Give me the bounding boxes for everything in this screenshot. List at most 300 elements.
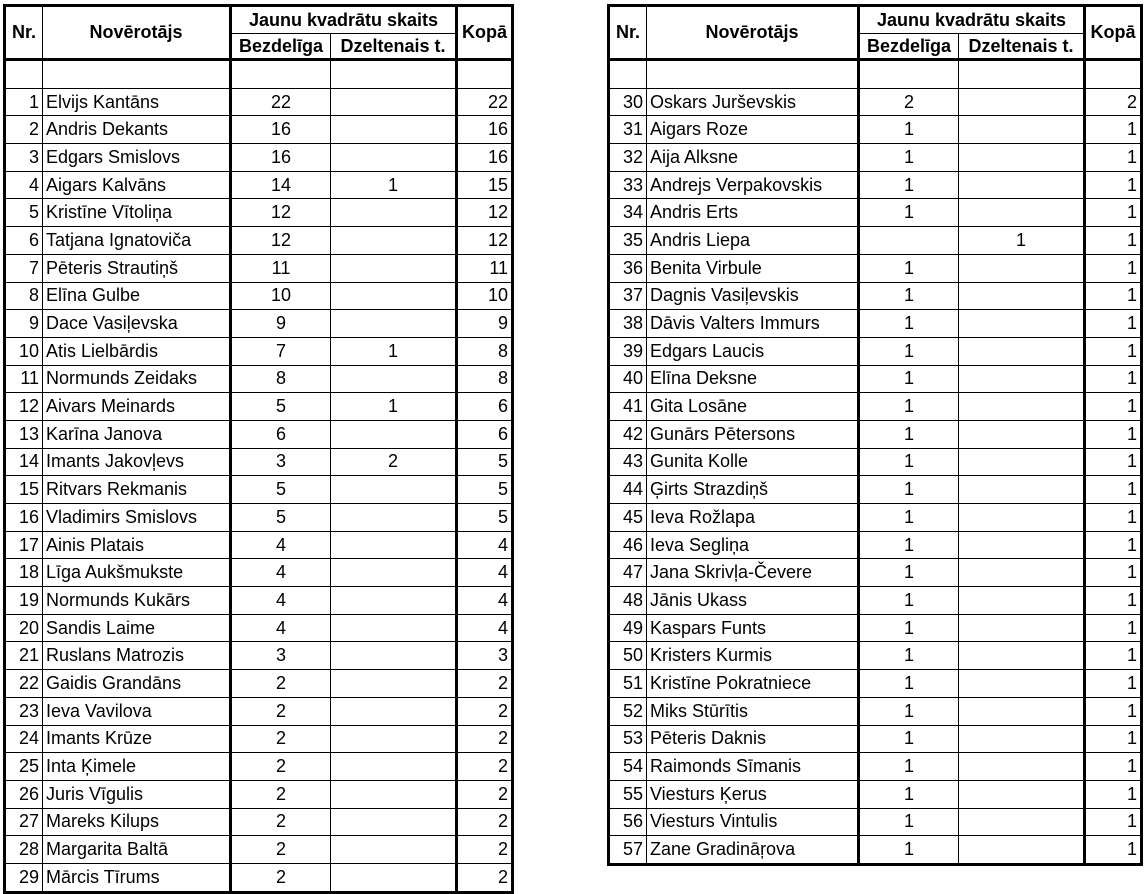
yellow-count bbox=[959, 504, 1085, 532]
row-number: 53 bbox=[609, 725, 647, 753]
observer-name: Dagnis Vasiļevskis bbox=[647, 282, 859, 310]
table-body bbox=[609, 60, 1142, 865]
yellow-count bbox=[331, 227, 457, 255]
table-row bbox=[609, 476, 1142, 504]
total-count: 4 bbox=[457, 587, 513, 615]
observer-name: Miks Stūrītis bbox=[647, 697, 859, 725]
row-number: 23 bbox=[5, 697, 43, 725]
table-header bbox=[609, 6, 1142, 60]
total-count: 1 bbox=[1085, 227, 1142, 255]
total-count: 1 bbox=[1085, 531, 1142, 559]
row-number: 41 bbox=[609, 393, 647, 421]
swallow-count: 1 bbox=[859, 337, 959, 365]
total-count: 1 bbox=[1085, 753, 1142, 781]
swallow-count: 7 bbox=[231, 337, 331, 365]
observer-name: Andris Liepa bbox=[647, 227, 859, 255]
table-row bbox=[5, 88, 513, 116]
total-count: 1 bbox=[1085, 476, 1142, 504]
row-number: 55 bbox=[609, 780, 647, 808]
row-number: 32 bbox=[609, 144, 647, 172]
yellow-count bbox=[331, 642, 457, 670]
row-number: 5 bbox=[5, 199, 43, 227]
yellow-header: Dzeltenais t. bbox=[959, 34, 1085, 60]
total-count: 4 bbox=[457, 559, 513, 587]
swallow-count: 2 bbox=[231, 725, 331, 753]
table-row bbox=[5, 448, 513, 476]
total-count: 2 bbox=[457, 780, 513, 808]
row-number: 29 bbox=[5, 863, 43, 892]
observer-name: Juris Vīgulis bbox=[43, 780, 231, 808]
table-header bbox=[5, 6, 513, 60]
table-row bbox=[609, 227, 1142, 255]
swallow-count: 1 bbox=[859, 614, 959, 642]
row-number: 52 bbox=[609, 697, 647, 725]
yellow-count bbox=[331, 808, 457, 836]
table-row bbox=[5, 587, 513, 615]
observer-name: Andrejs Verpakovskis bbox=[647, 171, 859, 199]
row-number: 45 bbox=[609, 504, 647, 532]
swallow-count bbox=[859, 227, 959, 255]
table-row bbox=[609, 697, 1142, 725]
total-count: 1 bbox=[1085, 614, 1142, 642]
row-number: 10 bbox=[5, 337, 43, 365]
row-number: 16 bbox=[5, 504, 43, 532]
observer-name: Gunita Kolle bbox=[647, 448, 859, 476]
row-number: 51 bbox=[609, 670, 647, 698]
observer-name: Ruslans Matrozis bbox=[43, 642, 231, 670]
total-count: 1 bbox=[1085, 780, 1142, 808]
yellow-count bbox=[331, 88, 457, 116]
row-number: 56 bbox=[609, 808, 647, 836]
yellow-count bbox=[959, 337, 1085, 365]
observer-name: Oskars Jurševskis bbox=[647, 88, 859, 116]
total-count: 6 bbox=[457, 420, 513, 448]
table-row bbox=[5, 697, 513, 725]
swallow-count: 22 bbox=[231, 88, 331, 116]
yellow-count: 1 bbox=[331, 393, 457, 421]
yellow-count bbox=[331, 559, 457, 587]
observer-name: Pēteris Strautiņš bbox=[43, 254, 231, 282]
yellow-count bbox=[331, 670, 457, 698]
observer-name: Andris Erts bbox=[647, 199, 859, 227]
observer-name: Viesturs Ķerus bbox=[647, 780, 859, 808]
total-count: 1 bbox=[1085, 559, 1142, 587]
row-number: 38 bbox=[609, 310, 647, 338]
total-count: 1 bbox=[1085, 337, 1142, 365]
total-count: 1 bbox=[1085, 836, 1142, 865]
row-number: 7 bbox=[5, 254, 43, 282]
yellow-count bbox=[959, 310, 1085, 338]
observer-name: Viesturs Vintulis bbox=[647, 808, 859, 836]
table-row bbox=[609, 531, 1142, 559]
observer-name: Aigars Kalvāns bbox=[43, 171, 231, 199]
swallow-count: 3 bbox=[231, 642, 331, 670]
table-row bbox=[5, 227, 513, 255]
row-number: 26 bbox=[5, 780, 43, 808]
observer-name: Gaidis Grandāns bbox=[43, 670, 231, 698]
row-number: 14 bbox=[5, 448, 43, 476]
spacer-row bbox=[5, 60, 513, 89]
total-count: 4 bbox=[457, 531, 513, 559]
swallow-count: 1 bbox=[859, 448, 959, 476]
row-number: 46 bbox=[609, 531, 647, 559]
yellow-count bbox=[959, 254, 1085, 282]
observer-name: Tatjana Ignatoviča bbox=[43, 227, 231, 255]
swallow-count: 1 bbox=[859, 670, 959, 698]
table-row bbox=[609, 614, 1142, 642]
total-count: 22 bbox=[457, 88, 513, 116]
table-row bbox=[5, 725, 513, 753]
swallow-count: 1 bbox=[859, 365, 959, 393]
table-row bbox=[609, 171, 1142, 199]
observer-table-left bbox=[3, 4, 514, 894]
row-number: 47 bbox=[609, 559, 647, 587]
row-number: 13 bbox=[5, 420, 43, 448]
observer-name: Jānis Ukass bbox=[647, 587, 859, 615]
yellow-count bbox=[331, 310, 457, 338]
yellow-count bbox=[959, 448, 1085, 476]
row-number: 57 bbox=[609, 836, 647, 865]
total-count: 2 bbox=[457, 863, 513, 892]
table-row bbox=[5, 393, 513, 421]
total-count: 1 bbox=[1085, 393, 1142, 421]
row-number: 8 bbox=[5, 282, 43, 310]
table-row bbox=[609, 310, 1142, 338]
yellow-count bbox=[959, 116, 1085, 144]
yellow-count bbox=[331, 725, 457, 753]
total-count: 1 bbox=[1085, 420, 1142, 448]
table-row bbox=[5, 337, 513, 365]
row-number: 35 bbox=[609, 227, 647, 255]
row-number: 9 bbox=[5, 310, 43, 338]
table-row bbox=[5, 863, 513, 892]
yellow-count bbox=[331, 753, 457, 781]
row-number: 27 bbox=[5, 808, 43, 836]
swallow-count: 16 bbox=[231, 116, 331, 144]
table-row bbox=[609, 753, 1142, 781]
yellow-count: 1 bbox=[331, 337, 457, 365]
observer-header: Novērotājs bbox=[43, 6, 231, 60]
swallow-count: 1 bbox=[859, 725, 959, 753]
total-count: 1 bbox=[1085, 144, 1142, 172]
row-number: 11 bbox=[5, 365, 43, 393]
swallow-count: 1 bbox=[859, 780, 959, 808]
observer-name: Kristers Kurmis bbox=[647, 642, 859, 670]
observer-name: Gita Losāne bbox=[647, 393, 859, 421]
observer-name: Aija Alksne bbox=[647, 144, 859, 172]
table-row bbox=[609, 670, 1142, 698]
total-header: Kopā bbox=[1085, 6, 1142, 60]
swallow-count: 1 bbox=[859, 171, 959, 199]
table-row bbox=[609, 420, 1142, 448]
table-row bbox=[5, 753, 513, 781]
yellow-count bbox=[959, 199, 1085, 227]
table-row bbox=[609, 836, 1142, 865]
row-number: 2 bbox=[5, 116, 43, 144]
total-count: 10 bbox=[457, 282, 513, 310]
swallow-count: 8 bbox=[231, 365, 331, 393]
yellow-count bbox=[331, 365, 457, 393]
total-count: 1 bbox=[1085, 365, 1142, 393]
swallow-count: 1 bbox=[859, 116, 959, 144]
swallow-count: 2 bbox=[231, 836, 331, 864]
total-count: 16 bbox=[457, 116, 513, 144]
observer-name: Mārcis Tīrums bbox=[43, 863, 231, 892]
total-count: 5 bbox=[457, 476, 513, 504]
yellow-count bbox=[331, 282, 457, 310]
yellow-count bbox=[331, 144, 457, 172]
row-number: 24 bbox=[5, 725, 43, 753]
row-number: 43 bbox=[609, 448, 647, 476]
yellow-count bbox=[331, 780, 457, 808]
table-row bbox=[609, 725, 1142, 753]
swallow-count: 4 bbox=[231, 614, 331, 642]
total-count: 1 bbox=[1085, 199, 1142, 227]
total-count: 4 bbox=[457, 614, 513, 642]
observer-name: Kristīne Pokratniece bbox=[647, 670, 859, 698]
row-number: 17 bbox=[5, 531, 43, 559]
table-row bbox=[5, 116, 513, 144]
observer-name: Pēteris Daknis bbox=[647, 725, 859, 753]
row-number: 44 bbox=[609, 476, 647, 504]
total-count: 1 bbox=[1085, 587, 1142, 615]
yellow-count bbox=[331, 587, 457, 615]
total-count: 5 bbox=[457, 504, 513, 532]
swallow-count: 1 bbox=[859, 420, 959, 448]
table-row bbox=[609, 587, 1142, 615]
yellow-count bbox=[959, 282, 1085, 310]
swallow-count: 5 bbox=[231, 393, 331, 421]
table-row bbox=[5, 559, 513, 587]
total-count: 1 bbox=[1085, 254, 1142, 282]
yellow-count bbox=[331, 863, 457, 892]
group-header: Jaunu kvadrātu skaits bbox=[231, 6, 457, 34]
swallow-count: 1 bbox=[859, 504, 959, 532]
swallow-count: 1 bbox=[859, 199, 959, 227]
nr-header: Nr. bbox=[5, 6, 43, 60]
observer-table-right bbox=[607, 4, 1143, 866]
observer-name: Dāvis Valters Immurs bbox=[647, 310, 859, 338]
table-row bbox=[609, 116, 1142, 144]
swallow-count: 2 bbox=[859, 88, 959, 116]
row-number: 31 bbox=[609, 116, 647, 144]
swallow-count: 14 bbox=[231, 171, 331, 199]
row-number: 30 bbox=[609, 88, 647, 116]
row-number: 1 bbox=[5, 88, 43, 116]
yellow-count bbox=[331, 836, 457, 864]
yellow-count bbox=[331, 614, 457, 642]
table-row bbox=[5, 282, 513, 310]
row-number: 49 bbox=[609, 614, 647, 642]
yellow-count bbox=[959, 88, 1085, 116]
group-header: Jaunu kvadrātu skaits bbox=[859, 6, 1085, 34]
swallow-count: 4 bbox=[231, 531, 331, 559]
yellow-count bbox=[959, 808, 1085, 836]
yellow-count bbox=[959, 725, 1085, 753]
row-number: 40 bbox=[609, 365, 647, 393]
table-row bbox=[5, 642, 513, 670]
yellow-count: 1 bbox=[331, 171, 457, 199]
swallow-count: 1 bbox=[859, 753, 959, 781]
yellow-count bbox=[331, 531, 457, 559]
row-number: 33 bbox=[609, 171, 647, 199]
total-count: 2 bbox=[457, 670, 513, 698]
swallow-count: 6 bbox=[231, 420, 331, 448]
total-header: Kopā bbox=[457, 6, 513, 60]
yellow-count bbox=[959, 365, 1085, 393]
observer-name: Benita Virbule bbox=[647, 254, 859, 282]
total-count: 2 bbox=[457, 725, 513, 753]
row-number: 50 bbox=[609, 642, 647, 670]
observer-name: Elīna Gulbe bbox=[43, 282, 231, 310]
yellow-count bbox=[959, 171, 1085, 199]
swallow-count: 2 bbox=[231, 670, 331, 698]
yellow-count bbox=[959, 476, 1085, 504]
swallow-count: 2 bbox=[231, 697, 331, 725]
table-row bbox=[609, 393, 1142, 421]
swallow-count: 1 bbox=[859, 587, 959, 615]
total-count: 1 bbox=[1085, 310, 1142, 338]
observer-name: Inta Ķimele bbox=[43, 753, 231, 781]
swallow-count: 1 bbox=[859, 697, 959, 725]
yellow-count bbox=[331, 254, 457, 282]
yellow-count bbox=[959, 587, 1085, 615]
observer-name: Imants Krūze bbox=[43, 725, 231, 753]
observer-name: Atis Lielbārdis bbox=[43, 337, 231, 365]
row-number: 15 bbox=[5, 476, 43, 504]
yellow-count bbox=[331, 199, 457, 227]
table-row bbox=[609, 337, 1142, 365]
row-number: 4 bbox=[5, 171, 43, 199]
swallow-count: 2 bbox=[231, 780, 331, 808]
observer-name: Ritvars Rekmanis bbox=[43, 476, 231, 504]
row-number: 37 bbox=[609, 282, 647, 310]
swallow-count: 12 bbox=[231, 227, 331, 255]
table-row bbox=[5, 254, 513, 282]
total-count: 3 bbox=[457, 642, 513, 670]
swallow-count: 10 bbox=[231, 282, 331, 310]
table-row bbox=[609, 642, 1142, 670]
swallow-count: 1 bbox=[859, 144, 959, 172]
total-count: 12 bbox=[457, 227, 513, 255]
table-row bbox=[609, 88, 1142, 116]
observer-header: Novērotājs bbox=[647, 6, 859, 60]
row-number: 36 bbox=[609, 254, 647, 282]
total-count: 2 bbox=[457, 697, 513, 725]
nr-header: Nr. bbox=[609, 6, 647, 60]
observer-name: Ieva Segliņa bbox=[647, 531, 859, 559]
row-number: 25 bbox=[5, 753, 43, 781]
observer-name: Kristīne Vītoliņa bbox=[43, 199, 231, 227]
observer-name: Aigars Roze bbox=[647, 116, 859, 144]
table-row bbox=[609, 448, 1142, 476]
swallow-count: 9 bbox=[231, 310, 331, 338]
row-number: 6 bbox=[5, 227, 43, 255]
swallow-count: 1 bbox=[859, 559, 959, 587]
yellow-count bbox=[331, 476, 457, 504]
total-count: 1 bbox=[1085, 116, 1142, 144]
swallow-count: 12 bbox=[231, 199, 331, 227]
table-row bbox=[609, 504, 1142, 532]
swallow-count: 1 bbox=[859, 476, 959, 504]
total-count: 8 bbox=[457, 365, 513, 393]
table-row bbox=[609, 559, 1142, 587]
observer-name: Edgars Laucis bbox=[647, 337, 859, 365]
table-row bbox=[5, 171, 513, 199]
yellow-count bbox=[959, 753, 1085, 781]
total-count: 1 bbox=[1085, 808, 1142, 836]
yellow-count bbox=[331, 420, 457, 448]
total-count: 1 bbox=[1085, 282, 1142, 310]
total-count: 1 bbox=[1085, 725, 1142, 753]
yellow-count bbox=[959, 836, 1085, 865]
observer-name: Raimonds Sīmanis bbox=[647, 753, 859, 781]
yellow-count bbox=[331, 116, 457, 144]
swallow-count: 4 bbox=[231, 587, 331, 615]
total-count: 2 bbox=[457, 836, 513, 864]
observer-name: Ieva Rožlapa bbox=[647, 504, 859, 532]
yellow-count bbox=[331, 504, 457, 532]
total-count: 2 bbox=[1085, 88, 1142, 116]
yellow-header: Dzeltenais t. bbox=[331, 34, 457, 60]
swallow-count: 3 bbox=[231, 448, 331, 476]
total-count: 8 bbox=[457, 337, 513, 365]
observer-name: Elvijs Kantāns bbox=[43, 88, 231, 116]
table-row bbox=[5, 420, 513, 448]
table-row bbox=[609, 780, 1142, 808]
row-number: 22 bbox=[5, 670, 43, 698]
table-row bbox=[5, 670, 513, 698]
yellow-count: 1 bbox=[959, 227, 1085, 255]
swallow-count: 1 bbox=[859, 393, 959, 421]
table-row bbox=[5, 365, 513, 393]
swallow-count: 2 bbox=[231, 808, 331, 836]
row-number: 20 bbox=[5, 614, 43, 642]
yellow-count bbox=[959, 670, 1085, 698]
observer-name: Aivars Meinards bbox=[43, 393, 231, 421]
yellow-count bbox=[959, 144, 1085, 172]
yellow-count bbox=[959, 642, 1085, 670]
total-count: 2 bbox=[457, 808, 513, 836]
table-row bbox=[609, 254, 1142, 282]
total-count: 12 bbox=[457, 199, 513, 227]
swallow-count: 4 bbox=[231, 559, 331, 587]
observer-name: Līga Aukšmukste bbox=[43, 559, 231, 587]
row-number: 34 bbox=[609, 199, 647, 227]
row-number: 28 bbox=[5, 836, 43, 864]
observer-name: Ieva Vavilova bbox=[43, 697, 231, 725]
observer-name: Normunds Kukārs bbox=[43, 587, 231, 615]
total-count: 16 bbox=[457, 144, 513, 172]
swallow-count: 16 bbox=[231, 144, 331, 172]
spacer-row bbox=[609, 60, 1142, 89]
table-row bbox=[609, 808, 1142, 836]
observer-name: Zane Gradināŗova bbox=[647, 836, 859, 865]
swallow-count: 2 bbox=[231, 753, 331, 781]
swallow-count: 2 bbox=[231, 863, 331, 892]
observer-name: Margarita Baltā bbox=[43, 836, 231, 864]
total-count: 1 bbox=[1085, 642, 1142, 670]
observer-name: Imants Jakovļevs bbox=[43, 448, 231, 476]
table-row bbox=[5, 808, 513, 836]
table-row bbox=[609, 144, 1142, 172]
table-row bbox=[5, 531, 513, 559]
row-number: 54 bbox=[609, 753, 647, 781]
observer-name: Edgars Smislovs bbox=[43, 144, 231, 172]
observer-name: Ainis Platais bbox=[43, 531, 231, 559]
swallow-count: 1 bbox=[859, 254, 959, 282]
row-number: 21 bbox=[5, 642, 43, 670]
